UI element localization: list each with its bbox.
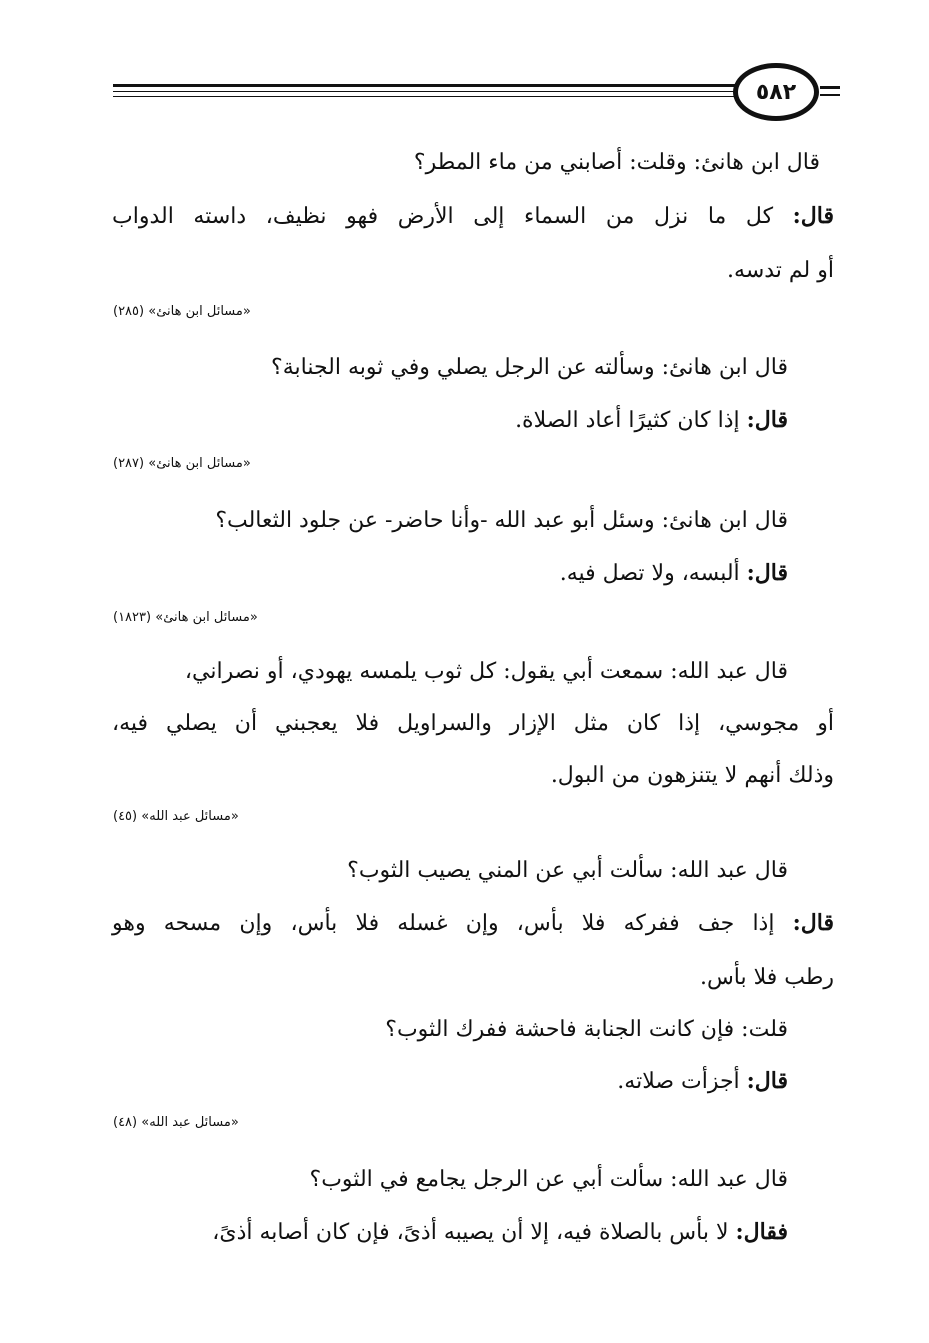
text-line: [185, 656, 788, 687]
text-line: [112, 201, 834, 232]
speaker-label: قال:: [746, 560, 788, 586]
text-line: [551, 760, 834, 791]
text-line: [515, 405, 788, 436]
text-line: [310, 1164, 788, 1195]
source-ref: (١٨٢٣): [113, 610, 152, 625]
source-ref: (٤٥): [113, 809, 138, 824]
line-text: قال عبد الله: سألت أبي عن المني يصيب الثوب؟: [347, 858, 788, 883]
line-text: وذلك أنهم لا يتنزهون من البول.: [550, 763, 834, 788]
header-rule-stub: [820, 94, 840, 96]
source-ref: (٤٨): [113, 1115, 138, 1130]
line-text: أو مجوسي، إذا كان مثل الإزار والسراويل فلا يعجبني أن يصلي فيه،: [112, 711, 834, 736]
source-title: «مسائل عبد الله»: [141, 809, 239, 824]
line-text: رطب فلا بأس.: [699, 965, 834, 990]
text-line: [560, 558, 788, 589]
source-citation: [113, 1114, 239, 1132]
header-rule-stub: [820, 86, 840, 89]
line-text: لا بأس بالصلاة فيه، إلا أن يصيبه أذىً، فإن كان أصابه أذىً،: [212, 1220, 736, 1245]
source-citation: [113, 609, 258, 627]
source-title: «مسائل ابن هانئ»: [155, 610, 258, 625]
line-text: إذا كان كثيرًا أعاد الصلاة.: [515, 408, 747, 433]
line-text: قلت: فإن كانت الجنابة فاحشة ففرك الثوب؟: [385, 1017, 788, 1042]
line-text: قال عبد الله: سمعت أبي يقول: كل ثوب يلمسه يهودي، أو نصراني،: [184, 659, 788, 684]
text-line: [215, 505, 788, 536]
header-rule: [113, 96, 735, 97]
page-number: ٥٨٢: [733, 63, 819, 121]
text-line: [414, 147, 820, 178]
text-line: [347, 855, 788, 886]
source-ref: (٢٨٥): [113, 304, 145, 319]
text-line: [271, 352, 788, 383]
speaker-label: قال:: [792, 910, 834, 936]
header-rule: [113, 91, 735, 92]
text-line: [112, 708, 834, 739]
source-title: «مسائل ابن هانئ»: [148, 456, 251, 471]
line-text: أجزأت صلاته.: [617, 1069, 747, 1094]
source-title: «مسائل ابن هانئ»: [148, 304, 251, 319]
source-ref: (٢٨٧): [113, 456, 145, 471]
source-title: «مسائل عبد الله»: [141, 1115, 239, 1130]
line-text: قال عبد الله: سألت أبي عن الرجل يجامع في الثوب؟: [309, 1167, 788, 1192]
speaker-label: قال:: [746, 407, 788, 433]
text-line: [112, 908, 834, 939]
source-citation: [113, 455, 251, 473]
source-citation: [113, 303, 251, 321]
line-text: كل ما نزل من السماء إلى الأرض فهو نظيف، داسته الدواب: [112, 204, 793, 229]
line-text: إذا جف ففركه فلا بأس، وإن غسله فلا بأس، وإن مسحه وهو: [112, 911, 793, 936]
text-line: [727, 255, 834, 286]
text-line: [212, 1217, 788, 1248]
text-line: [700, 962, 834, 993]
line-text: قال ابن هانئ: وسئل أبو عبد الله -وأنا حاضر- عن جلود الثعالب؟: [215, 508, 788, 533]
line-text: قال ابن هانئ: وقلت: أصابني من ماء المطر؟: [413, 150, 820, 175]
speaker-label: قال:: [792, 203, 834, 229]
source-citation: [113, 808, 239, 826]
line-text: أو لم تدسه.: [727, 258, 834, 283]
line-text: ألبسه، ولا تصل فيه.: [559, 561, 747, 586]
text-line: [385, 1014, 788, 1045]
speaker-label: قال:: [746, 1068, 788, 1094]
line-text: قال ابن هانئ: وسألته عن الرجل يصلي وفي ثوبه الجنابة؟: [271, 355, 788, 380]
text-line: [617, 1066, 788, 1097]
header-rule: [113, 84, 735, 87]
speaker-label: فقال:: [735, 1219, 788, 1245]
